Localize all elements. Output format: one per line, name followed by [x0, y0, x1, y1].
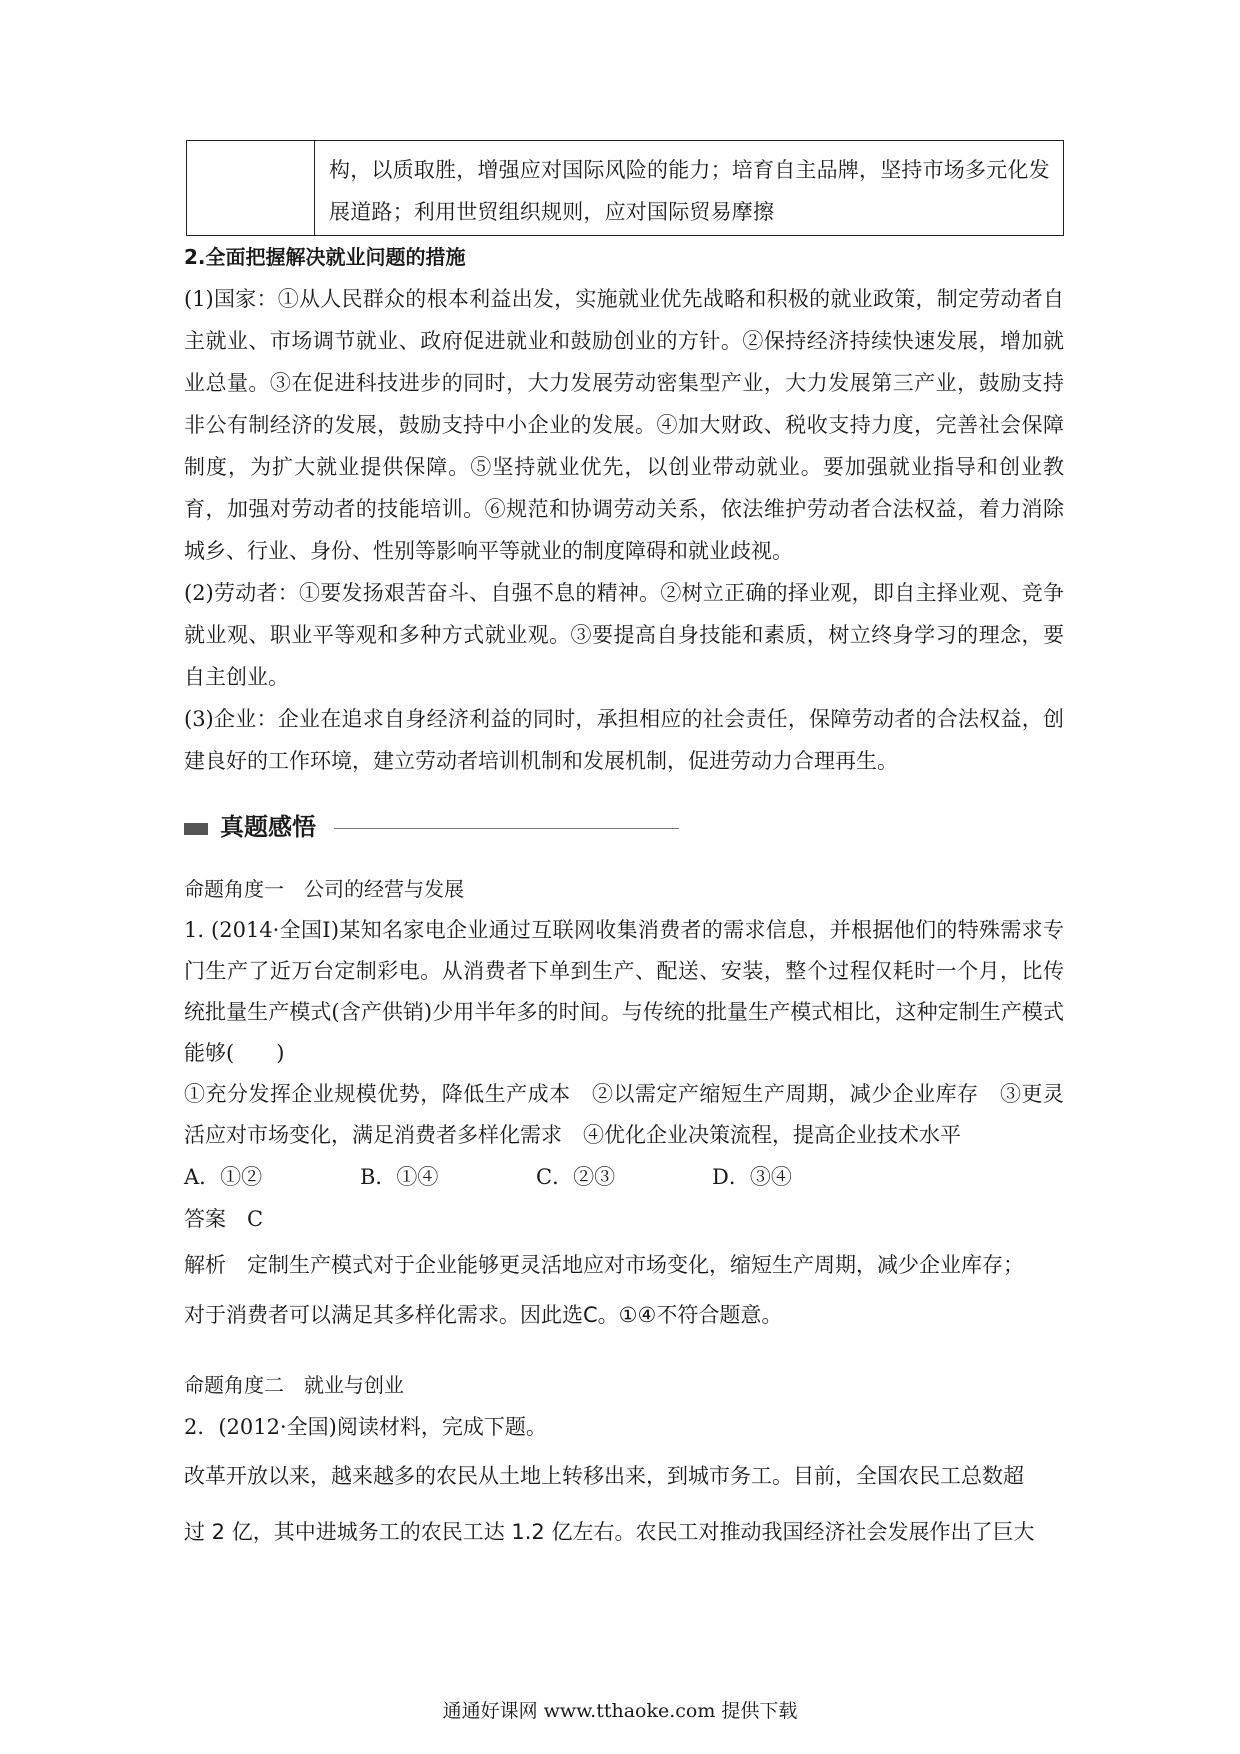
- paragraph-enterprise: (3)企业：企业在追求自身经济利益的同时，承担相应的社会责任，保障劳动者的合法权益，创建良好的工作环境，建立劳动者培训机制和发展机制，促进劳动力合理再生。: [184, 707, 1064, 773]
- paragraph-workers: (2)劳动者：①要发扬艰苦奋斗、自强不息的精神。②树立正确的择业观，即自主择业观、竞争就业观、职业平等观和多种方式就业观。③要提高自身技能和素质，树立终身学习的理念，要自主创业。: [184, 581, 1064, 689]
- paragraph-state: (1)国家：①从人民群众的根本利益出发，实施就业优先战略和积极的就业政策，制定劳动者自主就业、市场调节就业、政府促进就业和鼓励创业的方针。②保持经济持续快速发展，增加就业总量。③在促进科技进步的同时，大力发展劳动密集型产业，大力发展第三产业，鼓励支持非公有制经济的发展，鼓励支持中小企业的发展。④加大财政、税收支持力度，完善社会保障制度，为扩大就业提供保障。⑤坚持就业优先，以创业带动就业。要加强就业指导和创业教育，加强对劳动者的技能培训。⑥规范和协调劳动关系，依法维护劳动者合法权益，着力消除城乡、行业、身份、性别等影响平等就业的制度障碍和就业歧视。: [184, 287, 1064, 563]
- analysis-text-1: 定制生产模式对于企业能够更灵活地应对市场变化，缩短生产周期，减少企业库存；: [247, 1253, 1024, 1277]
- section-heading: 2.全面把握解决就业问题的措施: [184, 245, 466, 269]
- question-angle-2: [184, 1364, 1064, 1560]
- question-statements: ①充分发挥企业规模优势，降低生产成本 ②以需定产缩短生产周期，减少企业库存 ③更灵活应对市场变化，满足消费者多样化需求 ④优化企业决策流程，提高企业技术水平: [184, 1082, 1064, 1147]
- section-employment-measures: [184, 236, 1064, 782]
- option-c: C．②③: [536, 1165, 616, 1189]
- material-line-1: 改革开放以来，越来越多的农民从土地上转移出来，到城市务工。目前，全国农民工总数超: [184, 1464, 1024, 1488]
- angle-heading: 命题角度一 公司的经营与发展: [184, 877, 464, 901]
- section-marker-icon: [184, 823, 208, 835]
- material-line-2: 过 2 亿，其中进城务工的农民工达 1.2 亿左右。农民工对推动我国经济社会发展作出了巨大: [184, 1520, 1035, 1544]
- answer-line: [184, 1198, 1064, 1240]
- zhenti-section-header: [184, 812, 704, 842]
- question-stem: 1. (2014·全国Ⅰ)某知名家电企业通过互联网收集消费者的需求信息，并根据他们的特殊需求专门生产了近万台定制彩电。从消费者下单到生产、配送、安装，整个过程仅耗时一个月，比传统批量生产模式(含产供销)少用半年多的时间。与传统的批量生产模式相比，这种定制生产模式能够( ): [184, 918, 1064, 1065]
- table-fragment: [186, 140, 1064, 236]
- analysis-line-1: [184, 1240, 1064, 1290]
- question-stem: 2．(2012·全国)阅读材料，完成下题。: [184, 1415, 547, 1439]
- table-right-cell: 构，以质取胜，增强应对国际风险的能力；培育自主品牌，坚持市场多元化发展道路；利用世贸组织规则，应对国际贸易摩擦: [329, 158, 1050, 224]
- question-angle-1: [184, 868, 1064, 1340]
- option-b: B．①④: [360, 1165, 439, 1189]
- answer-label: 答案: [184, 1207, 226, 1231]
- table-left-cell: [187, 141, 315, 235]
- section-divider: [334, 828, 679, 829]
- angle-heading: 命题角度二 就业与创业: [184, 1373, 404, 1397]
- option-d: D．③④: [712, 1165, 792, 1189]
- section-title: 真题感悟: [220, 813, 316, 841]
- option-a: A．①②: [184, 1165, 263, 1189]
- analysis-line-2: 对于消费者可以满足其多样化需求。因此选C。①④不符合题意。: [184, 1303, 783, 1327]
- answer-value: C: [247, 1207, 264, 1231]
- answer-options: [184, 1156, 1064, 1198]
- analysis-label: 解析: [184, 1253, 226, 1277]
- page-footer: 通通好课网 www.tthaoke.com 提供下载: [442, 1700, 798, 1722]
